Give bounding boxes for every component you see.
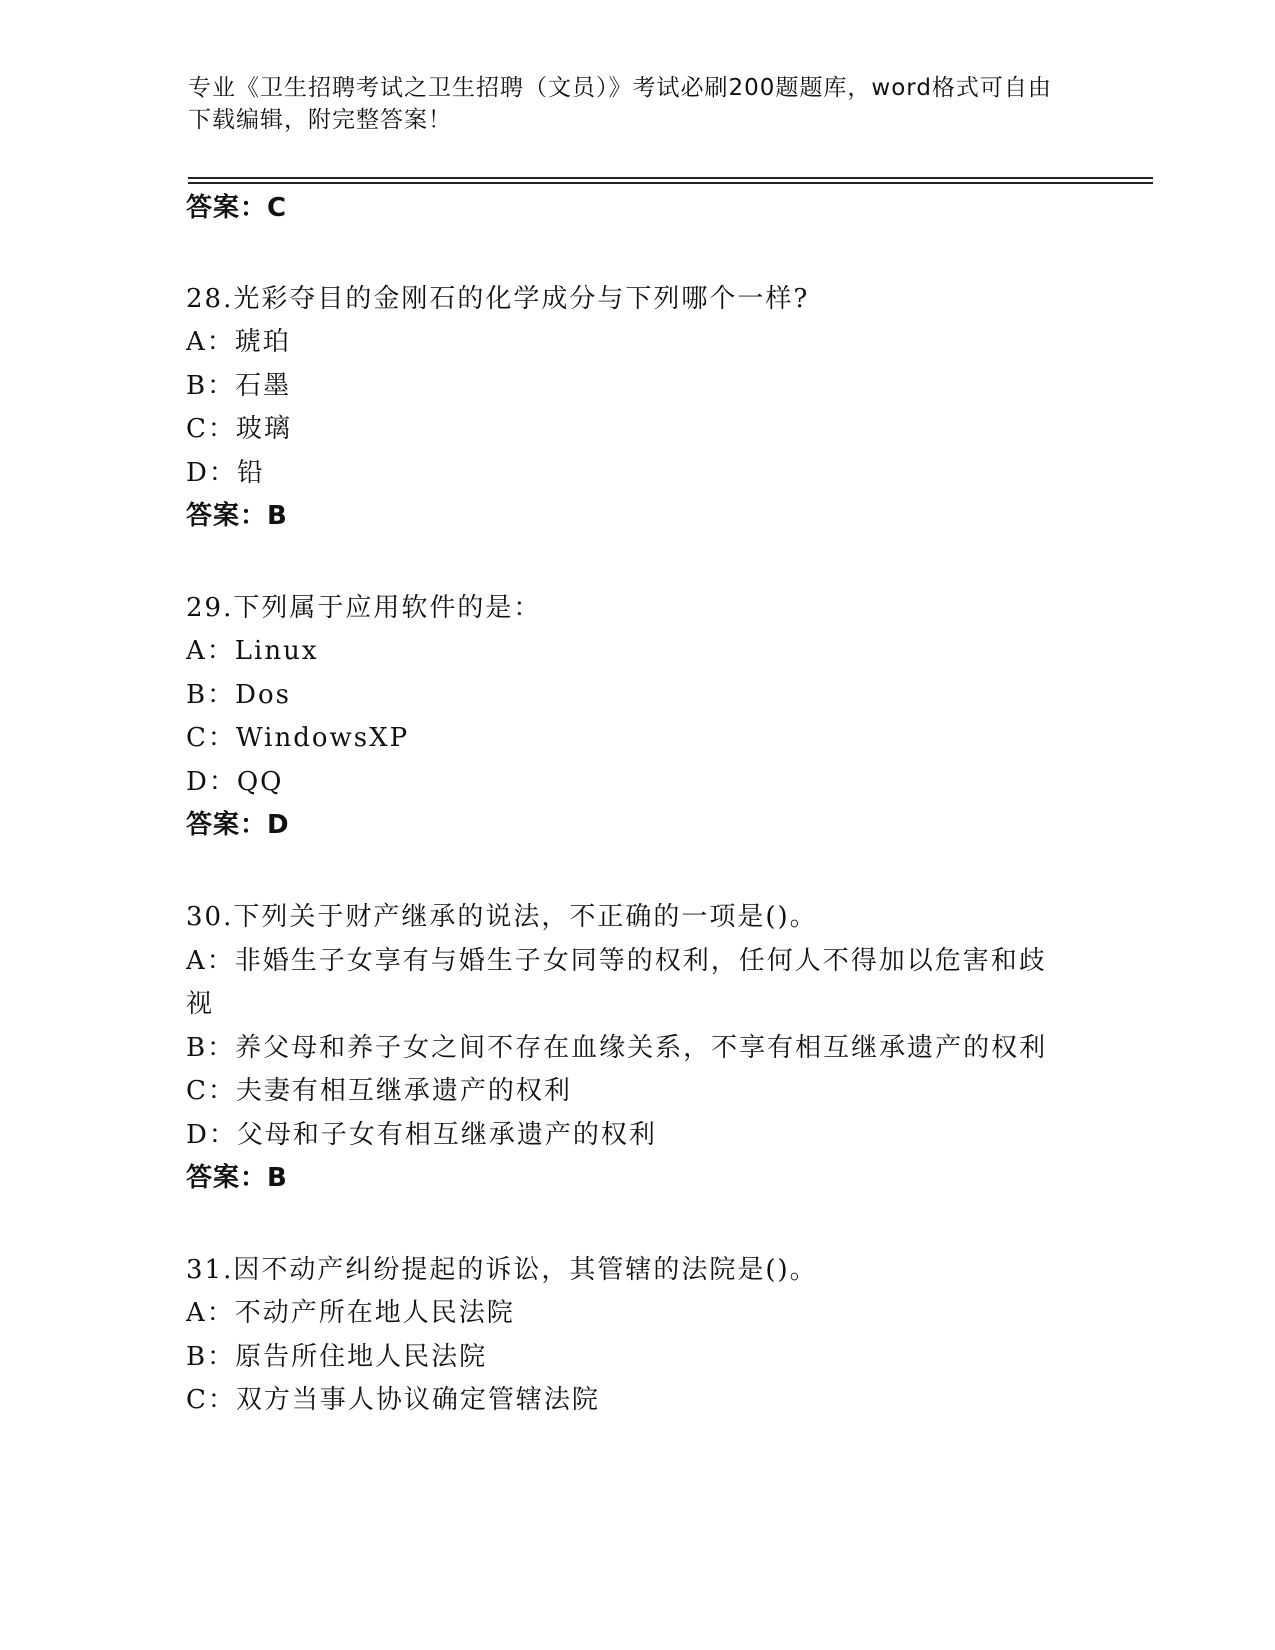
document-header: 专业《卫生招聘考试之卫生招聘（文员）》考试必刷200题题库，word格式可自由下载编辑，附完整答案！ — [188, 75, 1052, 133]
option-a: A：不动产所在地人民法院 — [186, 1298, 515, 1328]
option-c: C：夫妻有相互继承遗产的权利 — [186, 1076, 572, 1106]
option-b: B：Dos — [186, 680, 291, 710]
option-b: B：原告所住地人民法院 — [186, 1342, 488, 1372]
option-d: D：父母和子女有相互继承遗产的权利 — [186, 1120, 657, 1150]
option-a: A：Linux — [186, 636, 319, 666]
answer-line: 答案：B — [186, 501, 288, 531]
option-c: C：WindowsXP — [186, 723, 410, 753]
option-c: C：双方当事人协议确定管辖法院 — [186, 1385, 600, 1415]
option-a: A：非婚生子女享有与婚生子女同等的权利，任何人不得加以危害和歧 — [186, 946, 1047, 976]
option-a-continuation: 视 — [186, 989, 215, 1019]
header-divider-top — [188, 177, 1153, 179]
option-d: D：QQ — [186, 767, 284, 797]
option-d: D：铅 — [186, 458, 265, 488]
question-28: 28.光彩夺目的金刚石的化学成分与下列哪个一样? — [186, 284, 810, 314]
header-divider-bottom — [188, 182, 1153, 184]
option-b: B：石墨 — [186, 371, 292, 401]
question-30: 30.下列关于财产继承的说法，不正确的一项是()。 — [186, 902, 818, 932]
answer-line: 答案：B — [186, 1163, 288, 1193]
option-a: A：琥珀 — [186, 327, 291, 357]
question-29: 29.下列属于应用软件的是： — [186, 593, 542, 623]
answer-line: 答案：C — [186, 193, 288, 223]
option-b: B：养父母和养子女之间不存在血缘关系，不享有相互继承遗产的权利 — [186, 1033, 1048, 1063]
option-c: C：玻璃 — [186, 414, 292, 444]
question-31: 31.因不动产纠纷提起的诉讼，其管辖的法院是()。 — [186, 1255, 818, 1285]
answer-line: 答案：D — [186, 810, 290, 840]
